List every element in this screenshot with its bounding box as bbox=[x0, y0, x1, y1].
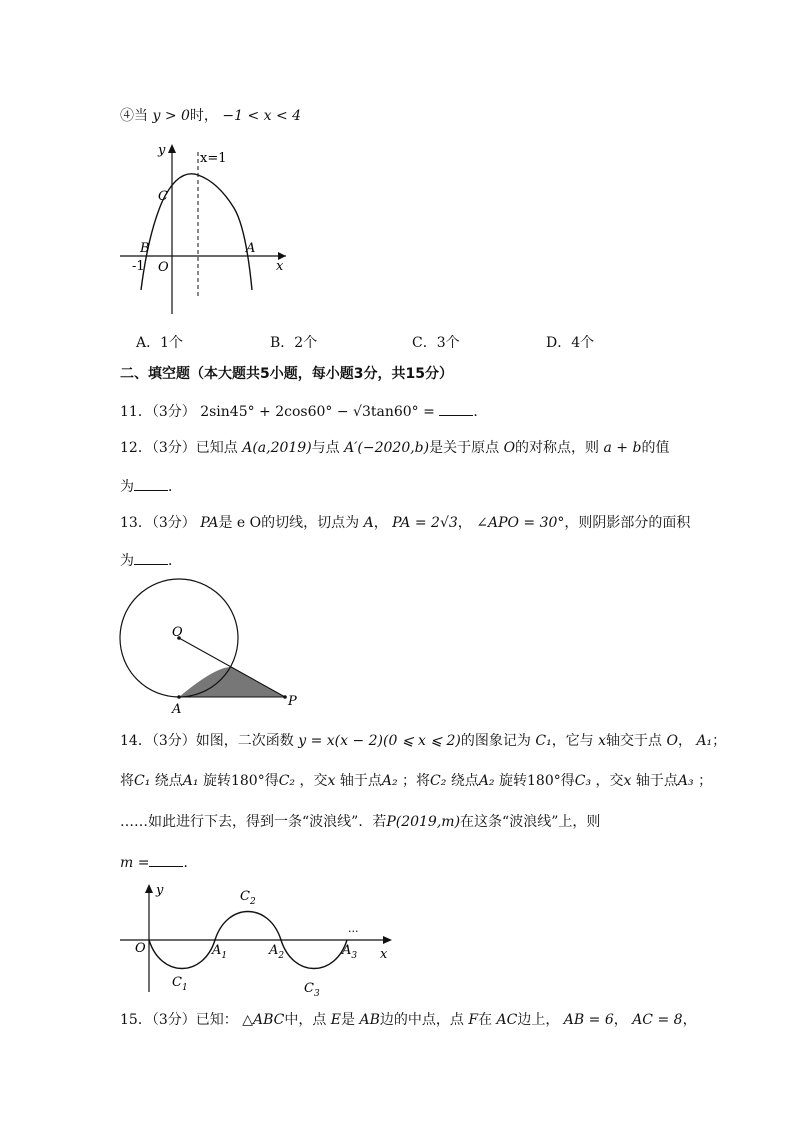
answer-blank-11[interactable] bbox=[439, 401, 473, 416]
continuation-dots: ... bbox=[348, 922, 359, 935]
point-a-label: A bbox=[246, 241, 256, 256]
answer-blank-13[interactable] bbox=[134, 550, 168, 565]
question-11: 11．（3分） 2sin45° + 2cos60° − √3tan60° = ． bbox=[120, 401, 487, 422]
c1-label: $C_1$ bbox=[172, 975, 188, 993]
point-c-label: C bbox=[158, 189, 168, 204]
section-heading: 二、填空题（本大题共5小题，每小题3分，共15分） bbox=[120, 366, 453, 382]
y-axis-label: y bbox=[156, 883, 164, 898]
origin-label: O bbox=[135, 941, 146, 956]
x-axis-label: x bbox=[380, 947, 388, 962]
a2-label: $A_2$ bbox=[269, 943, 285, 961]
parabola-figure bbox=[110, 140, 300, 320]
wave-line-figure bbox=[118, 880, 408, 1000]
center-o-label: O bbox=[172, 625, 183, 640]
option-b[interactable]: B．2个 bbox=[270, 335, 318, 351]
point-b-label: B bbox=[140, 241, 150, 256]
question-14-line4: m = ． bbox=[120, 852, 197, 873]
y-axis-label: y bbox=[158, 143, 166, 158]
x-axis-label: x bbox=[276, 259, 284, 274]
question-15: 15．（3分）已知： △ABC中，点 E是 AB边的中点，点 F在 AC边上， AB = 6， AC = 8， bbox=[120, 1012, 697, 1028]
symmetry-axis-label: x=1 bbox=[200, 151, 227, 166]
option-a[interactable]: A．1个 bbox=[136, 335, 184, 351]
answer-blank-14[interactable] bbox=[149, 852, 183, 867]
question-14-line2: 将C₁ 绕点A₁ 旋转180°得C₂ ，交x 轴于点A₂ ；将C₂ 绕点A₂ 旋转180°得C₃ ，交x 轴于点A₃ ； bbox=[120, 773, 713, 789]
question-12-cont: 为 ． bbox=[120, 476, 182, 497]
option-c[interactable]: C．3个 bbox=[412, 335, 460, 351]
origin-label: O bbox=[158, 260, 169, 275]
a3-label: $A_3$ bbox=[342, 943, 358, 961]
minus-one-label: -1 bbox=[132, 259, 145, 274]
question-13-cont: 为 ． bbox=[120, 550, 182, 571]
point-p-label: P bbox=[288, 694, 297, 709]
option-d[interactable]: D．4个 bbox=[546, 335, 595, 351]
point-a-label: A bbox=[172, 702, 182, 717]
c3-label: $C_3$ bbox=[304, 981, 320, 999]
question-12: 12．（3分）已知点 A(a,2019)与点 A′(−2020,b)是关于原点 O的对称点，则 a + b的值 bbox=[120, 440, 670, 456]
circle-tangent-figure bbox=[118, 578, 308, 718]
question-14: 14．（3分）如图，二次函数 y = x(x − 2)(0 ⩽ x ⩽ 2)的图象记为 C₁，它与 x轴交于点 O， A₁； bbox=[120, 733, 727, 749]
question-13: 13．（3分） PA是 e O的切线，切点为 A， PA = 2√3， ∠APO = 30°，则阴影部分的面积 bbox=[120, 515, 691, 531]
answer-blank-12[interactable] bbox=[134, 476, 168, 491]
question-14-line3: ……如此进行下去，得到一条“波浪线”．若P(2019,m)在这条“波浪线”上，则 bbox=[120, 814, 601, 830]
statement-4: ④当 y > 0时， −1 < x < 4 bbox=[120, 108, 302, 124]
a1-label: $A_1$ bbox=[212, 943, 228, 961]
c2-label: $C_2$ bbox=[240, 889, 256, 907]
